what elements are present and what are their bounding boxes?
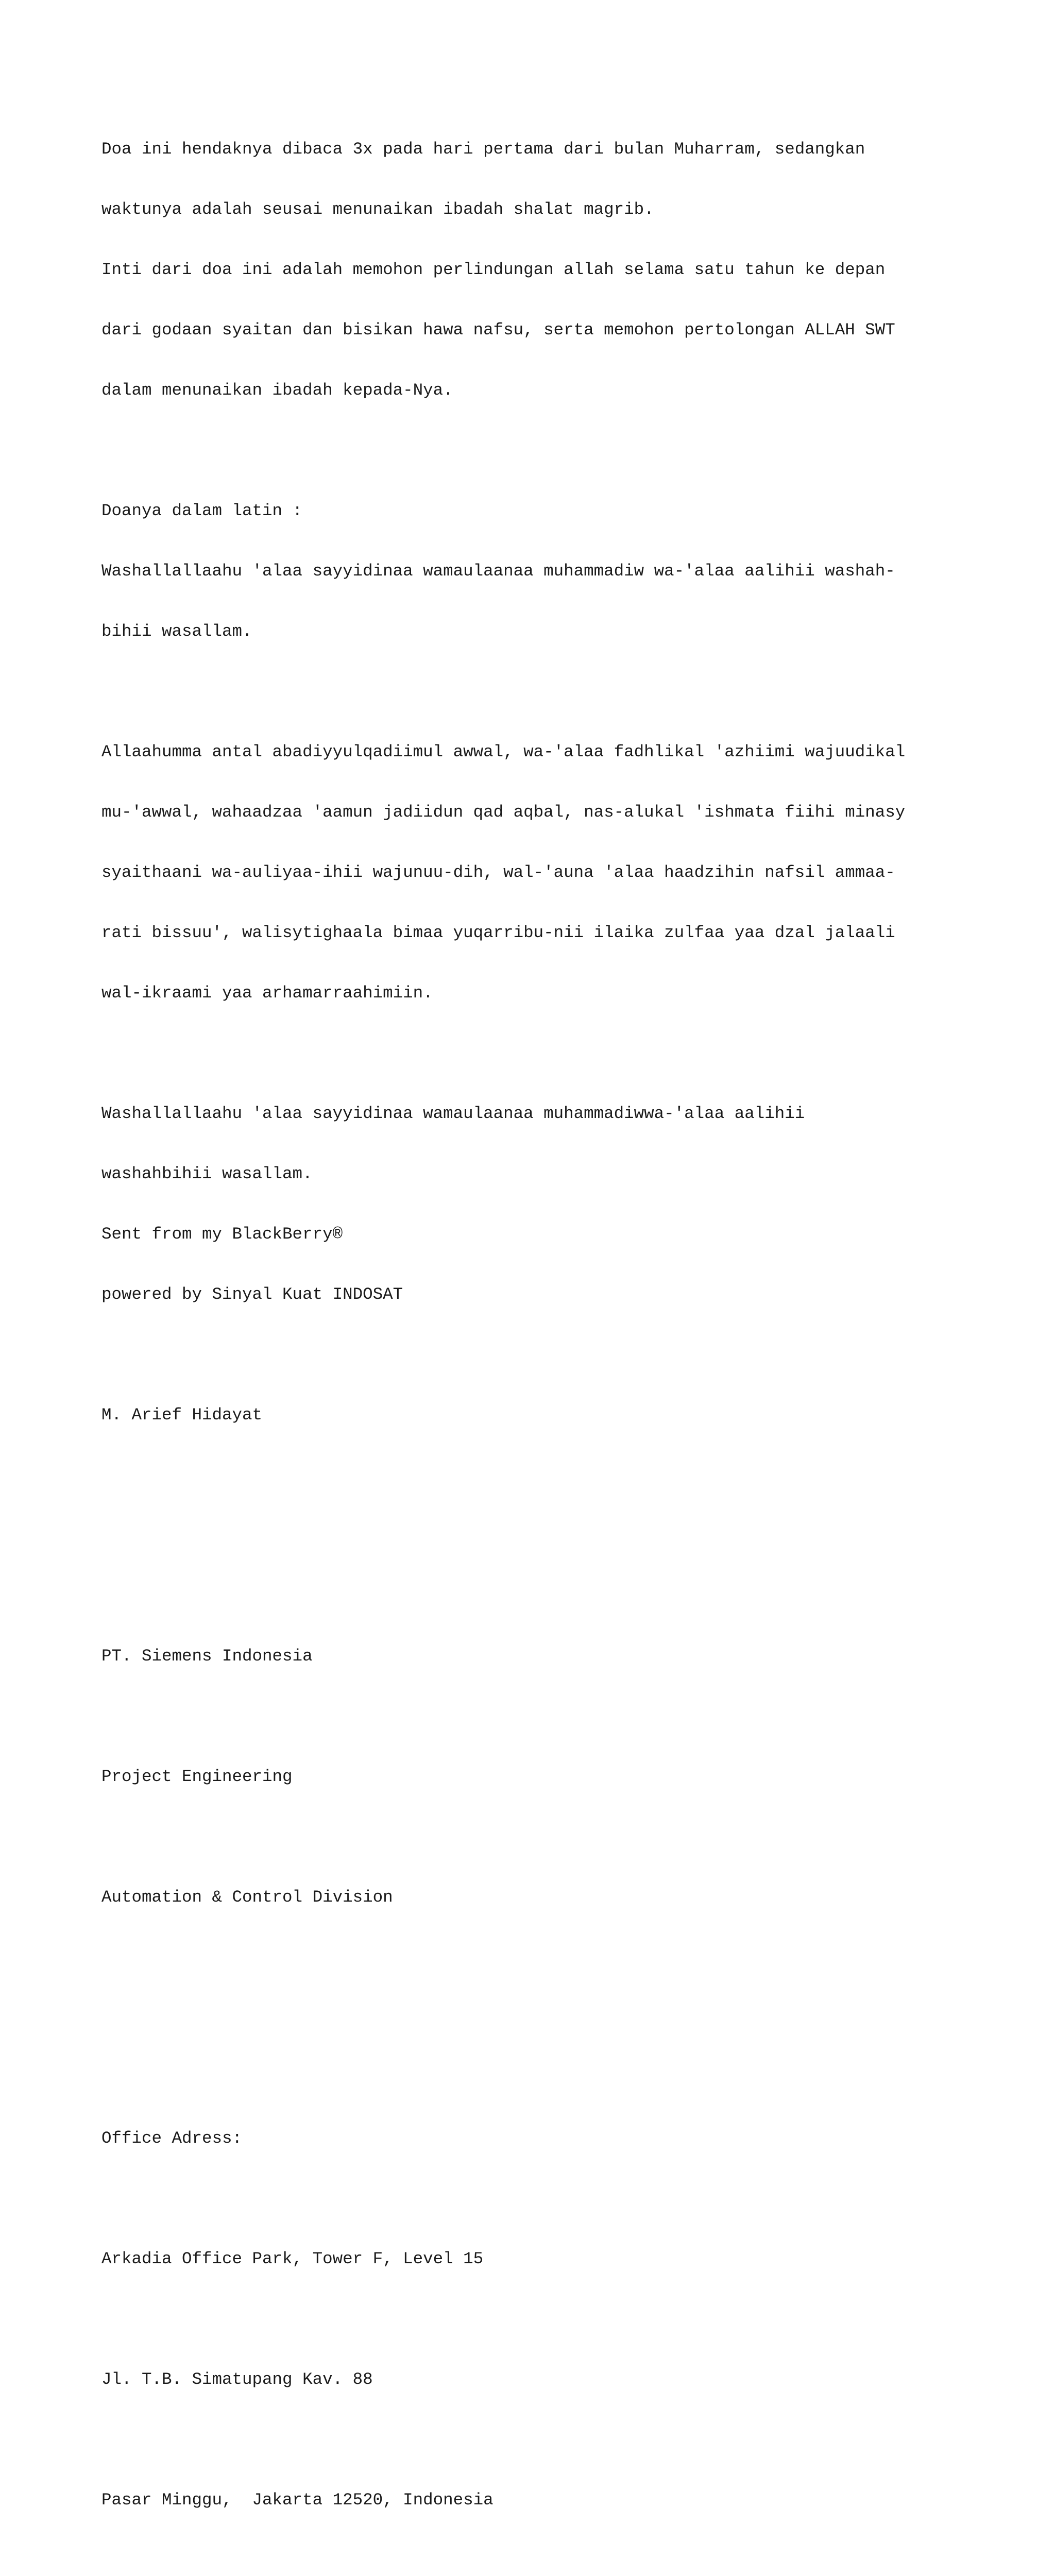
intro-line: dari godaan syaitan dan bisikan hawa nafsu, serta memohon pertolongan ALLAH SWT bbox=[101, 320, 895, 340]
spacer bbox=[101, 2550, 988, 2570]
intro-line: dalam menunaikan ibadah kepada-Nya. bbox=[101, 381, 453, 400]
company-name: PT. Siemens Indonesia bbox=[101, 1647, 313, 1666]
intro-line: Doa ini hendaknya dibaca 3x pada hari pertama dari bulan Muharram, sedangkan bbox=[101, 140, 865, 159]
department-name: Project Engineering bbox=[101, 1767, 293, 1786]
salawat-line: Washallallaahu 'alaa sayyidinaa wamaulaanaa muhammadiwwa-'alaa aalihii bbox=[101, 1104, 805, 1123]
prayer-line: Allaahumma antal abadiyyulqadiimul awwal, wa-'alaa fadhlikal 'azhiimi wajuudikal bbox=[101, 742, 906, 761]
latin-heading: Doanya dalam latin : bbox=[101, 501, 303, 520]
spacer bbox=[101, 2068, 988, 2088]
prayer-line: mu-'awwal, wahaadzaa 'aamun jadiidun qad aqbal, nas-alukal 'ishmata fiihi minasy bbox=[101, 803, 906, 822]
spacer bbox=[101, 2008, 988, 2028]
salawat-line: Washallallaahu 'alaa sayyidinaa wamaulaanaa muhammadiw wa-'alaa aalihii washah- bbox=[101, 562, 895, 581]
office-label: Office Adress: bbox=[101, 2129, 243, 2148]
division-name: Automation & Control Division bbox=[101, 1888, 393, 1907]
sent-from-line: Sent from my BlackBerry® bbox=[101, 1225, 343, 1244]
document-body bbox=[101, 99, 988, 2576]
spacer bbox=[101, 1586, 988, 1606]
spacer bbox=[101, 1043, 988, 1063]
spacer bbox=[101, 1706, 988, 1726]
spacer bbox=[101, 1947, 988, 1968]
salawat-line: washahbihii wasallam. bbox=[101, 1164, 313, 1183]
spacer bbox=[101, 1526, 988, 1546]
spacer bbox=[101, 1465, 988, 1485]
spacer bbox=[101, 2309, 988, 2329]
intro-line: waktunya adalah seusai menunaikan ibadah shalat magrib. bbox=[101, 200, 654, 219]
spacer bbox=[101, 440, 988, 461]
address-line: Arkadia Office Park, Tower F, Level 15 bbox=[101, 2249, 484, 2268]
intro-line: Inti dari doa ini adalah memohon perlindungan allah selama satu tahun ke depan bbox=[101, 260, 886, 279]
address-line: Pasar Minggu, Jakarta 12520, Indonesia bbox=[101, 2490, 494, 2510]
spacer bbox=[101, 1827, 988, 1847]
salawat-line: bihii wasallam. bbox=[101, 622, 252, 641]
spacer bbox=[101, 2430, 988, 2450]
spacer bbox=[101, 2189, 988, 2209]
spacer bbox=[101, 1345, 988, 1365]
signature-name: M. Arief Hidayat bbox=[101, 1405, 263, 1425]
prayer-line: rati bissuu', walisytighaala bimaa yuqarribu-nii ilaika zulfaa yaa dzal jalaali bbox=[101, 923, 895, 942]
spacer bbox=[101, 682, 988, 702]
powered-by-line: powered by Sinyal Kuat INDOSAT bbox=[101, 1285, 403, 1304]
prayer-line: wal-ikraami yaa arhamarraahimiin. bbox=[101, 984, 433, 1003]
address-line: Jl. T.B. Simatupang Kav. 88 bbox=[101, 2370, 373, 2389]
prayer-line: syaithaani wa-auliyaa-ihii wajunuu-dih, wal-'auna 'alaa haadzihin nafsil ammaa- bbox=[101, 863, 895, 882]
